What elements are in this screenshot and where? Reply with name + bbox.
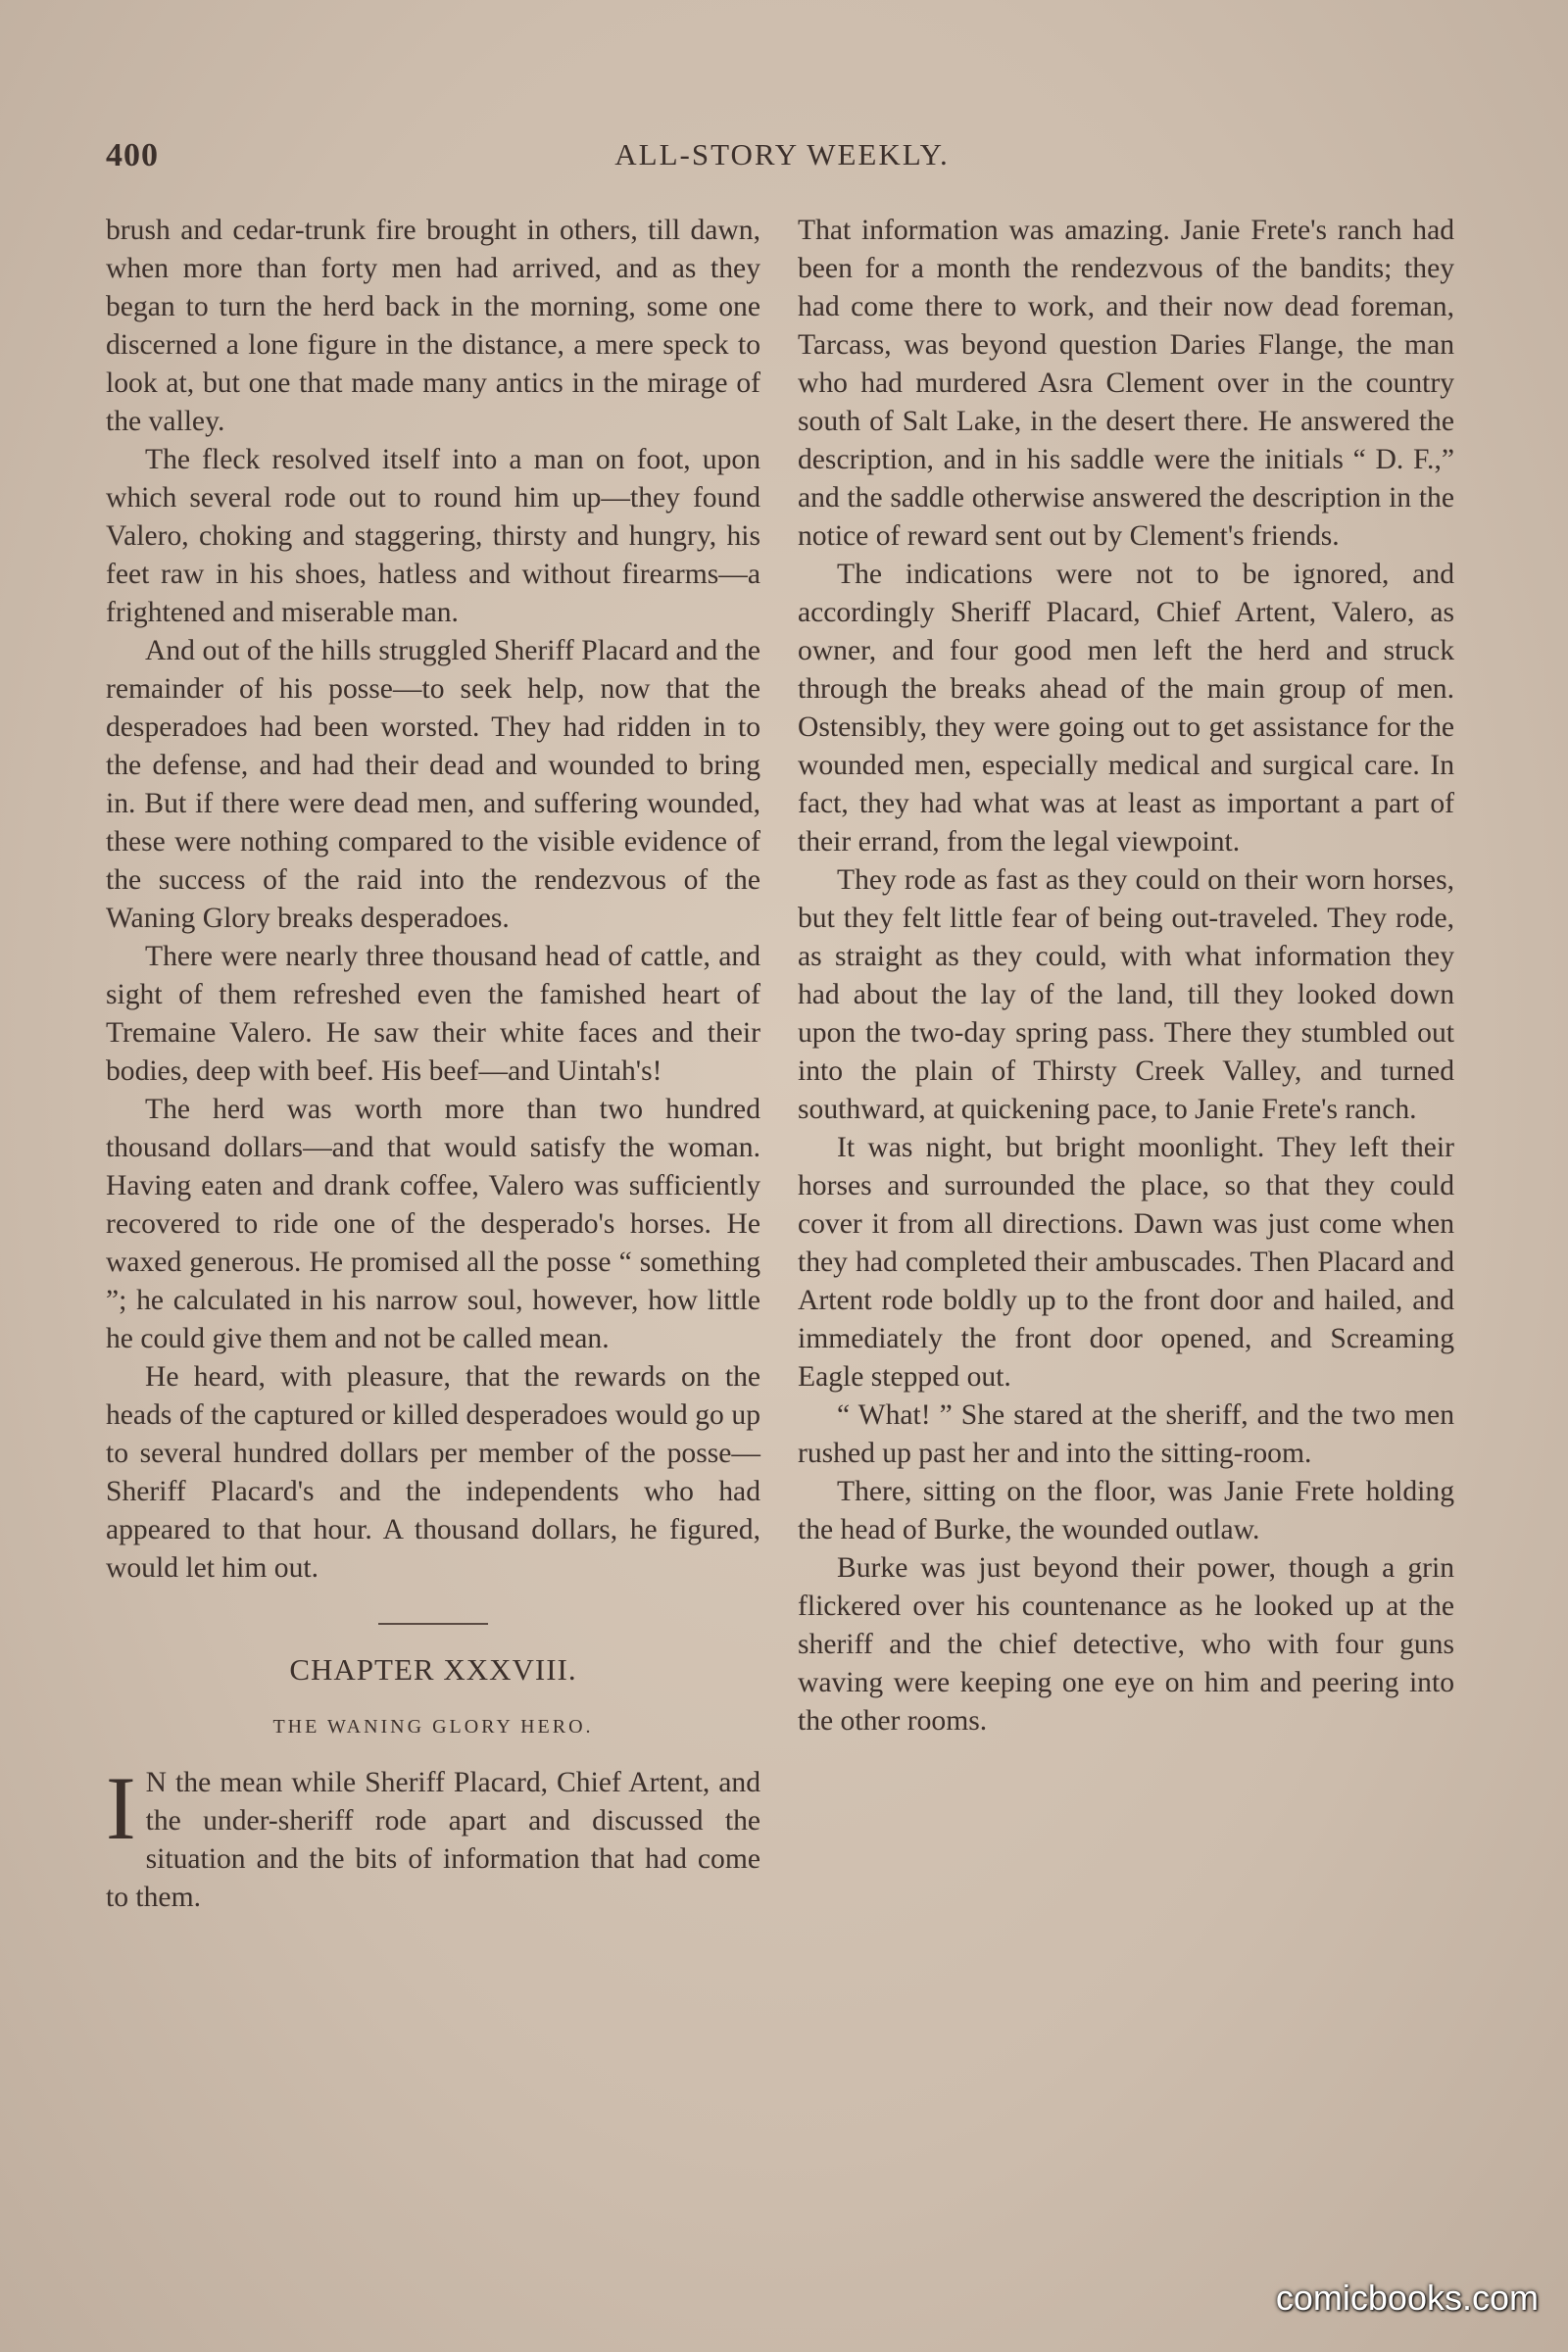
paragraph: “ What! ” She stared at the sheriff, and the two men rushed up past her and into the sitting-room. <box>798 1399 1454 1469</box>
paragraph: The indications were not to be ignored, and accordingly Sheriff Placard, Chief Artent, Valero, as owner, and four good men left the herd and struck through the breaks ahead of the main group of men. Ostensibly, they were going out to get assistance for the wounded men, especially medical and surgical care. In fact, they had what was at least as important a part of their errand, from the legal viewpoint. <box>798 559 1454 858</box>
chapter-opening-paragraph <box>106 1758 760 1917</box>
paragraph: They rode as fast as they could on their worn horses, but they felt little fear of being out-traveled. They rode, as straight as they could, with what information they had about the lay of the land, till they looked down upon the two-day spring pass. There they stumbled out into the plain of Thirsty Creek Valley, and turned southward, at quickening pace, to Janie Frete's ranch. <box>798 864 1454 1125</box>
drop-cap: I <box>106 1758 136 1858</box>
chapter-opening-text: N the mean while Sheriff Placard, Chief Artent, and the under-sheriff rode apart and discussed the situation and the bits of information that had come to them. <box>106 1767 760 1913</box>
paragraph: The fleck resolved itself into a man on foot, upon which several rode out to round him up—they found Valero, choking and staggering, thirsty and hungry, his feet raw in his shoes, hatless and without firearms—a frightened and miserable man. <box>106 444 760 628</box>
paragraph: The herd was worth more than two hundred thousand dollars—and that would satisfy the woman. Having eaten and drank coffee, Valero was sufficiently recovered to ride one of the desperado's horses. He waxed generous. He promised all the posse “ something ”; he calculated in his narrow soul, however, how little he could give them and not be called mean. <box>106 1094 760 1354</box>
page-number: 400 <box>106 137 159 173</box>
watermark: comicbooks.com <box>1275 2278 1539 2318</box>
paragraph: That information was amazing. Janie Frete's ranch had been for a month the rendezvous of the bandits; they had come there to work, and their now dead foreman, Tarcass, was beyond question Daries Flange, the man who had murdered Asra Clement over in the country south of Salt Lake, in the desert there. He answered the description, and in his saddle were the initials “ D. F.,” and the saddle otherwise answered the description in the notice of reward sent out by Clement's friends. <box>798 215 1454 552</box>
paragraph: He heard, with pleasure, that the rewards on the heads of the captured or killed desperadoes would go up to several hundred dollars per member of the posse—Sheriff Placard's and the independents who had appeared to that hour. A thousand dollars, he figured, would let him out. <box>106 1361 760 1584</box>
paragraph: There were nearly three thousand head of cattle, and sight of them refreshed even the famished heart of Tremaine Valero. He saw their white faces and their bodies, deep with beef. His beef—and Uintah's! <box>106 941 760 1087</box>
paragraph: brush and cedar-trunk fire brought in others, till dawn, when more than forty men had arrived, and as they began to turn the herd back in the morning, some one discerned a lone figure in the distance, a mere speck to look at, but one that made many antics in the mirage of the valley. <box>106 215 760 437</box>
right-column <box>798 212 1454 1740</box>
chapter-subtitle: THE WANING GLORY HERO. <box>272 1716 594 1738</box>
page-header <box>106 137 1458 186</box>
running-title: ALL-STORY WEEKLY. <box>614 137 950 172</box>
paragraph: There, sitting on the floor, was Janie Frete holding the head of Burke, the wounded outlaw. <box>798 1476 1454 1545</box>
paragraph: Burke was just beyond their power, though a grin flickered over his countenance as he looked up at the sheriff and the chief detective, who with four guns waving were keeping one eye on him and peering into the other rooms. <box>798 1552 1454 1737</box>
section-divider <box>378 1623 488 1625</box>
chapter-heading: CHAPTER XXXVIII. <box>289 1652 577 1687</box>
paragraph: It was night, but bright moonlight. They left their horses and surrounded the place, so that they could cover it from all directions. Dawn was just come when they had completed their ambuscades. Then Placard and Artent rode boldly up to the front door and hailed, and immediately the front door opened, and Screaming Eagle stepped out. <box>798 1132 1454 1393</box>
left-column <box>106 212 760 1917</box>
paragraph: And out of the hills struggled Sheriff Placard and the remainder of his posse—to seek help, now that the desperadoes had been worsted. They had ridden in to the defense, and had their dead and wounded to bring in. But if there were dead men, and suffering wounded, these were nothing compared to the visible evidence of the success of the raid into the rendezvous of the Waning Glory breaks desperadoes. <box>106 635 760 934</box>
